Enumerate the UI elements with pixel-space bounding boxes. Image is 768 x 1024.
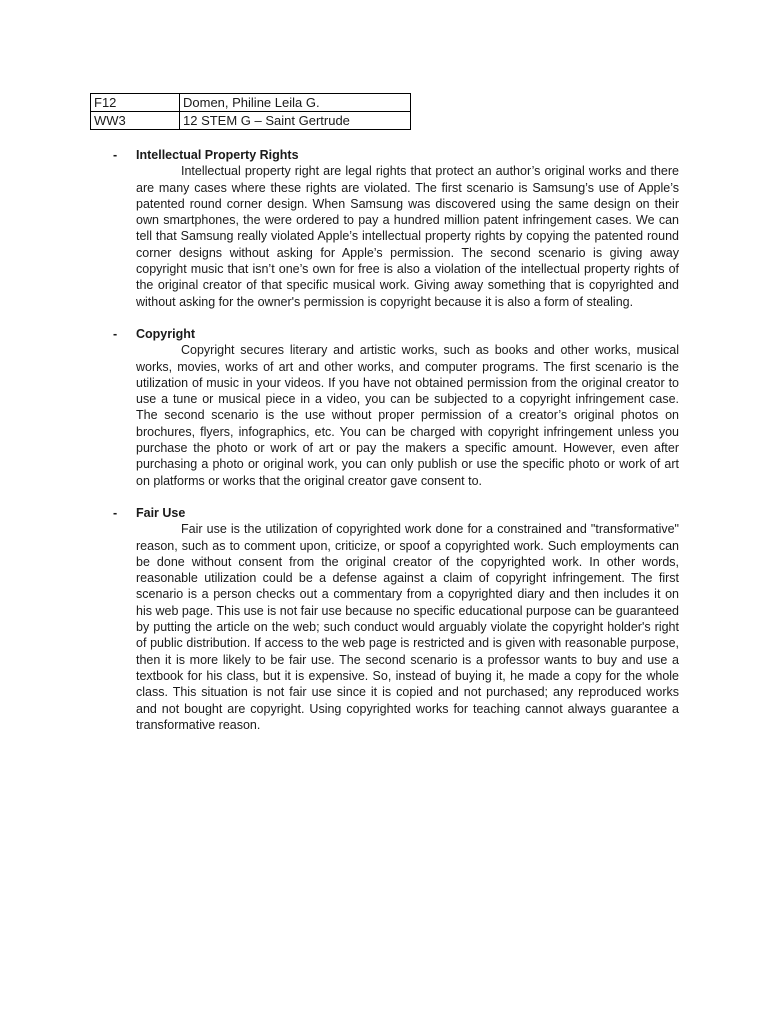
section-title: Fair Use xyxy=(136,505,186,520)
table-cell-section: 12 STEM G – Saint Gertrude xyxy=(180,112,411,130)
bullet-dash: - xyxy=(113,148,118,162)
section-heading xyxy=(113,326,679,342)
bullet-dash: - xyxy=(113,326,118,341)
table-cell-student-name: Domen, Philine Leila G. xyxy=(180,94,411,112)
table-row xyxy=(91,112,411,130)
section-title: Copyright xyxy=(136,326,196,341)
section-heading xyxy=(113,147,679,163)
header-info-table xyxy=(90,93,411,130)
section-copyright xyxy=(113,326,679,489)
section-paragraph: Intellectual property right are legal rights that protect an author’s original works and there are many cases where these rights are violated. The first scenario is Samsung’s use of Apple’s patented round corner design. When Samsung was discovered using the same design on their own smartphones, the were ordered to pay a hundred million patent infringement cases. We can tell that Samsung really violated Apple’s intellectual property rights by copying the patented round corner designs without asking for Apple’s permission. The second scenario is giving away copyright music that isn’t one’s own for free is also a violation of the intellectual property rights of the original creator of that specific musical work. Giving away something that is copyrighted and without asking for the owner's permission is copyright because it is also a form of stealing. xyxy=(136,164,679,309)
section-heading xyxy=(113,505,679,521)
table-cell-code: WW3 xyxy=(91,112,180,130)
document-body xyxy=(113,147,679,749)
table-row xyxy=(91,94,411,112)
table-cell-code: F12 xyxy=(91,94,180,112)
section-fair-use xyxy=(113,505,679,733)
section-paragraph: Copyright secures literary and artistic works, such as books and other works, musical works, movies, works of art and other works, and computer programs. The first scenario is the utilization of music in your videos. If you have not obtained permission from the original creator to use a tune or musical piece in a video, you can be subjected to a copyright infringement case. The second scenario is the use without proper permission of a creator’s original photos on brochures, flyers, infographics, etc. You can be charged with copyright infringement unless you purchase the photo or work of art or pay the makers a specific amount. However, even after purchasing a photo or original work, you can only publish or use the specific photo or work of art on platforms or works that the original creator gave consent to. xyxy=(136,343,679,488)
bullet-dash: - xyxy=(113,505,118,520)
section-title: Intellectual Property Rights xyxy=(136,148,299,162)
section-paragraph: Fair use is the utilization of copyrighted work done for a constrained and "transformative" reason, such as to comment upon, criticize, or spoof a copyrighted work. Such employments can be done without consent from the original creator of the copyrighted work. In other words, reasonable utilization could be a defense against a claim of copyright infringement. The first scenario is a person checks out a commentary from a copyrighted diary and then includes it on his web page. This use is not fair use because no specific educational purpose can be guaranteed by putting the article on the web; such conduct would arguably violate the copyright holder's right of public distribution. If access to the web page is restricted and is given with reasonable purpose, then it is more likely to be fair use. The second scenario is a professor wants to buy and use a textbook for his class, but it is expensive. So, instead of buying it, he made a copy for the whole class. This situation is not fair use since it is copied and not purchased; any reproduced works and not bought are copyright. Using copyrighted works for teaching cannot always guarantee a transformative reason. xyxy=(136,522,679,732)
section-intellectual-property-rights xyxy=(113,147,679,310)
